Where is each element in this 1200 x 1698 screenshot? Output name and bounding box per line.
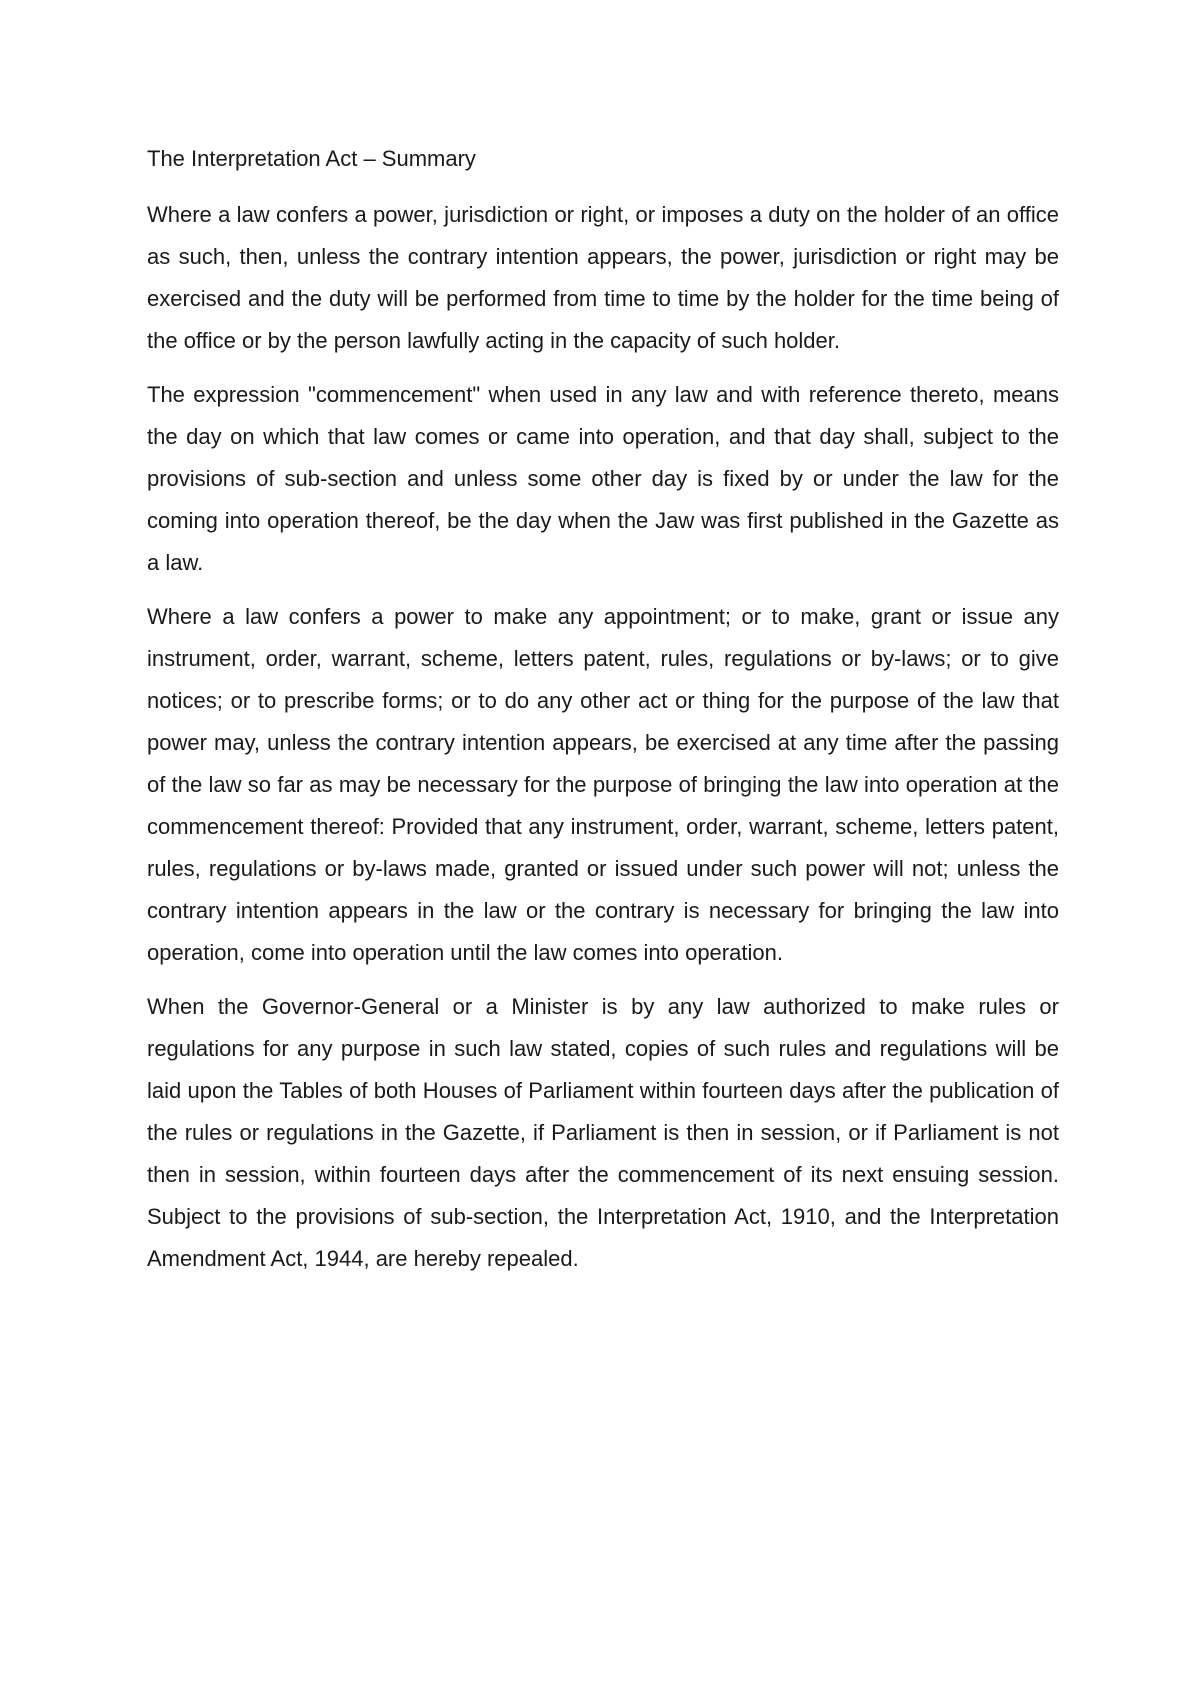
document-title: The Interpretation Act – Summary	[147, 146, 476, 171]
paragraph-holder-of-office: Where a law confers a power, jurisdiction or right, or imposes a duty on the holder of an office as such, then, unless the contrary intention appears, the power, jurisdiction or right may be exercised and the duty will be performed from time to time by the holder for the time being of the office or by the person lawfully acting in the capacity of such holder.	[147, 202, 1059, 353]
paragraph-rules-and-regulations: When the Governor-General or a Minister is by any law authorized to make rules or regulations for any purpose in such law stated, copies of such rules and regulations will be laid upon the Tables of both Houses of Parliament within fourteen days after the publication of the rules or regulations in the Gazette, if Parliament is then in session, or if Parliament is not then in session, within fourteen days after the commencement of its next ensuing session. Subject to the provisions of sub-section, the Interpretation Act, 1910, and the Interpretation Amendment Act, 1944, are hereby repealed.	[147, 994, 1059, 1271]
document-body	[147, 142, 1059, 1292]
paragraph-power-to-make-appointment: Where a law confers a power to make any appointment; or to make, grant or issue any instrument, order, warrant, scheme, letters patent, rules, regulations or by-laws; or to give notices; or to prescribe forms; or to do any other act or thing for the purpose of the law that power may, unless the contrary intention appears, be exercised at any time after the passing of the law so far as may be necessary for the purpose of bringing the law into operation at the commencement thereof: Provided that any instrument, order, warrant, scheme, letters patent, rules, regulations or by-laws made, granted or issued under such power will not; unless the contrary intention appears in the law or the contrary is necessary for bringing the law into operation, come into operation until the law comes into operation.	[147, 604, 1059, 965]
paragraph-commencement: The expression "commencement" when used in any law and with reference thereto, means the day on which that law comes or came into operation, and that day shall, subject to the provisions of sub-section and unless some other day is fixed by or under the law for the coming into operation thereof, be the day when the Jaw was first published in the Gazette as a law.	[147, 382, 1059, 575]
